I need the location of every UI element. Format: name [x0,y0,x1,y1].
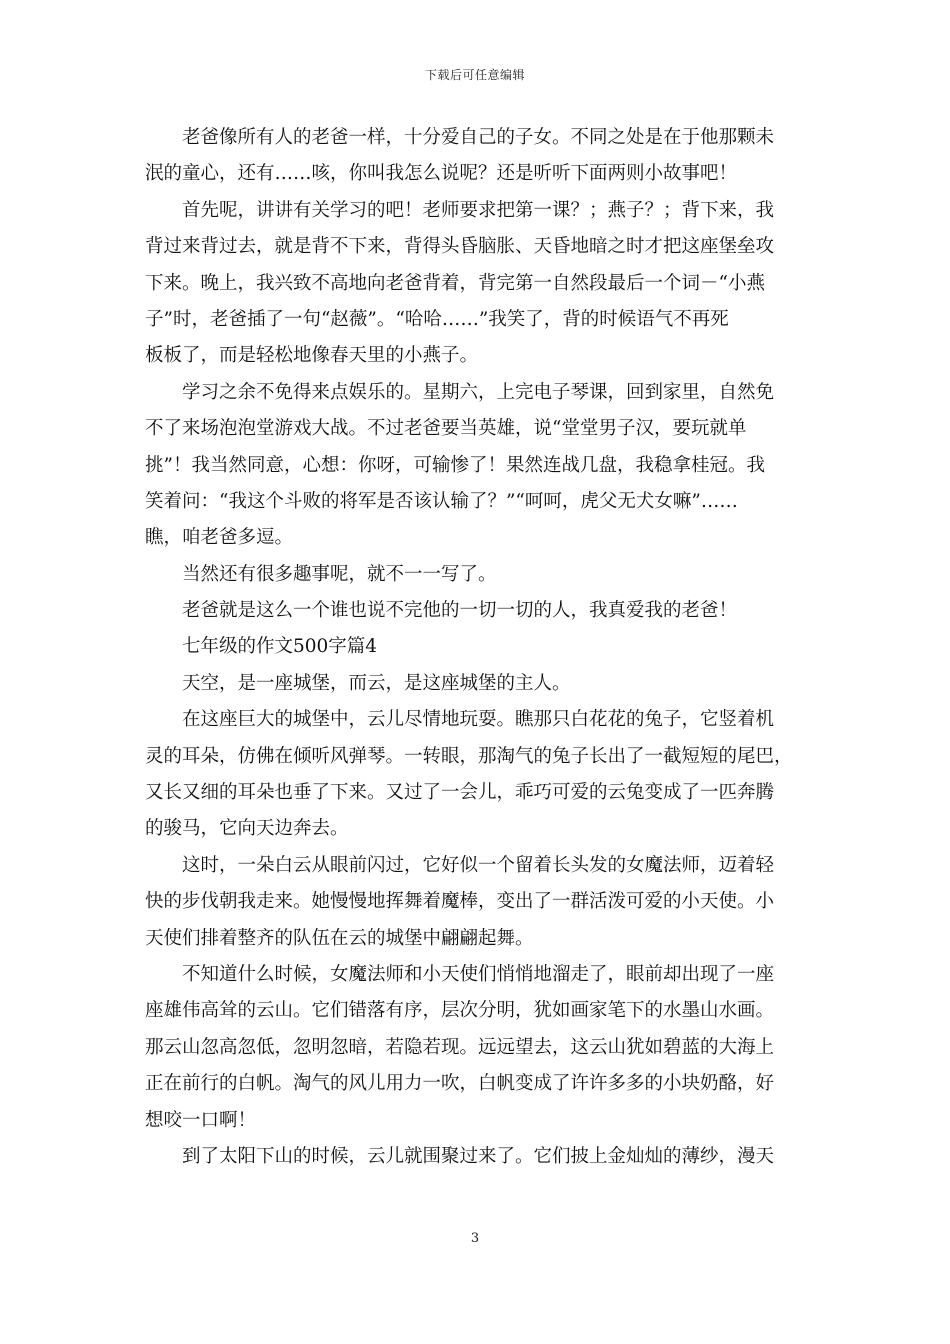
page-header: 下载后可任意编辑 [424,68,525,82]
text-line: 笑着问：“我这个斗败的将军是否该认输了？”“呵呵，虎父无犬女嘛”…… [145,490,738,512]
text-line: 板板了，而是轻松地像春天里的小燕子。 [145,345,479,367]
text-line: 老爸就是这么一个谁也说不完他的一切一切的人，我真爱我的老爸！ [182,600,738,622]
text-line: 在这座巨大的城堡中，云儿尽情地玩耍。瞧那只白花花的兔子，它竖着机 [182,709,775,731]
text-line: 不了来场泡泡堂游戏大战。不过老爸要当英雄，说“堂堂男子汉，要玩就单 [145,418,747,440]
text-line: 想咬一口啊！ [145,1109,257,1131]
text-line: 这时，一朵白云从眼前闪过，它好似一个留着长头发的女魔法师，迈着轻 [182,854,775,876]
text-line: 的骏马，它向天边奔去。 [145,818,349,840]
text-line: 子”时，老爸插了一句“赵薇”。“哈哈……”我笑了，背的时候语气不再死 [145,308,729,330]
text-line: 快的步伐朝我走来。她慢慢地挥舞着魔棒，变出了一群活泼可爱的小天使。小 [145,891,775,913]
text-line: 瞧，咱老爸多逗。 [145,527,294,549]
text-line: 天使们排着整齐的队伍在云的城堡中翩翩起舞。 [145,927,534,949]
text-line: 首先呢，讲讲有关学习的吧！老师要求把第一课？；燕子？；背下来，我 [182,199,775,221]
text-line: 老爸像所有人的老爸一样，十分爱自己的子女。不同之处是在于他那颗未 [182,127,775,148]
text-line: 七年级的作文500字篇4 [182,636,378,658]
text-line: 到了太阳下山的时候，云儿就围聚过来了。它们披上金灿灿的薄纱，漫天 [182,1145,775,1167]
text-line: 背过来背过去，就是背不下来，背得头昏脑胀、天昏地暗之时才把这座堡垒攻 [145,236,775,258]
text-line: 灵的耳朵，仿佛在倾听风弹琴。一转眼，那淘气的兔子长出了一截短短的尾巴， [145,745,793,767]
text-line: 泯的童心，还有……咳，你叫我怎么说呢？还是听听下面两则小故事吧！ [145,163,738,185]
page-number: 3 [470,1231,480,1246]
text-line: 挑”！我当然同意，心想：你呀，可输惨了！果然连战几盘，我稳拿桂冠。我 [145,454,765,476]
text-line: 学习之余不免得来点娱乐的。星期六，上完电子琴课，回到家里，自然免 [182,381,775,403]
text-line: 不知道什么时候，女魔法师和小天使们悄悄地溜走了，眼前却出现了一座 [182,963,775,985]
text-line: 当然还有很多趣事呢，就不一一写了。 [182,563,497,585]
text-line: 又长又细的耳朵也垂了下来。又过了一会儿，乖巧可爱的云兔变成了一匹奔腾 [145,782,775,804]
document-body [145,120,809,1175]
text-line: 天空，是一座城堡，而云，是这座城堡的主人。 [182,672,571,694]
text-line: 下来。晚上，我兴致不高地向老爸背着，背完第一自然段最后一个词－“小燕 [145,272,765,294]
text-line: 那云山忽高忽低，忽明忽暗，若隐若现。远远望去，这云山犹如碧蓝的大海上 [145,1036,775,1058]
text-line: 座雄伟高耸的云山。它们错落有序，层次分明，犹如画家笔下的水墨山水画。 [145,1000,775,1022]
text-line: 正在前行的白帆。淘气的风儿用力一吹，白帆变成了许许多多的小块奶酪，好 [145,1073,775,1095]
